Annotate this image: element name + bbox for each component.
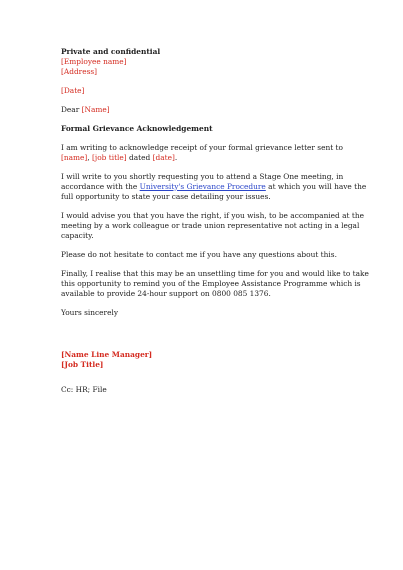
paragraph-line: meeting by a work colleague or trade union representative not acting in a legal [61,221,360,230]
signatory-title-placeholder: [Job Title] [61,360,104,369]
paragraph-line: I would advise you that you have the right, if you wish, to be accompanied at the [61,211,364,220]
paragraph-support [61,269,369,299]
paragraph-line: this opportunity to remind you of the Employee Assistance Programme which is [61,279,361,288]
confidential-heading: Private and confidential [61,47,161,56]
salutation [61,105,346,115]
grievance-procedure-link[interactable]: University's Grievance Procedure [139,182,266,191]
paragraph-contact: Please do not hesitate to contact me if you have any questions about this. [61,250,337,259]
paragraph-meeting [61,172,367,202]
period-text: . [174,153,178,162]
employee-name-placeholder: [Employee name] [61,57,127,66]
line-start-text: accordance with the [61,182,140,191]
closing-line: Yours sincerely [61,308,118,317]
paragraph-line: full opportunity to state your case detailing your issues. [61,192,271,201]
signatory-name-placeholder: [Name Line Manager] [61,350,153,359]
paragraph-line [61,153,346,163]
paragraph-line: available to provide 24-hour support on 0800 085 1376. [61,289,271,298]
paragraph-line: I am writing to acknowledge receipt of your formal grievance letter sent to [61,143,343,152]
cc-line: Cc: HR; File [61,385,107,394]
date-placeholder: [Date] [61,86,85,95]
paragraph-line: I will write to you shortly requesting you to attend a Stage One meeting, in [61,172,344,181]
salutation-name-placeholder: [Name] [81,105,110,114]
date-inline-placeholder: [date] [152,153,175,162]
dated-text: dated [126,153,153,162]
subject-line: Formal Grievance Acknowledgement [61,124,213,133]
paragraph-line: Finally, I realise that this may be an unsettling time for you and would like to take [61,269,369,278]
address-placeholder: [Address] [61,67,98,76]
salutation-prefix: Dear [61,105,82,114]
paragraph-accompaniment [61,211,364,241]
letter-body [61,47,369,395]
line-end-text: at which you will have the [265,182,367,191]
separator-text: , [87,153,93,162]
paragraph-line [61,182,367,192]
paragraph-line: capacity. [61,231,94,240]
paragraph-acknowledgement [61,143,346,163]
name-placeholder: [name] [61,153,88,162]
job-title-placeholder: [job title] [92,153,127,162]
